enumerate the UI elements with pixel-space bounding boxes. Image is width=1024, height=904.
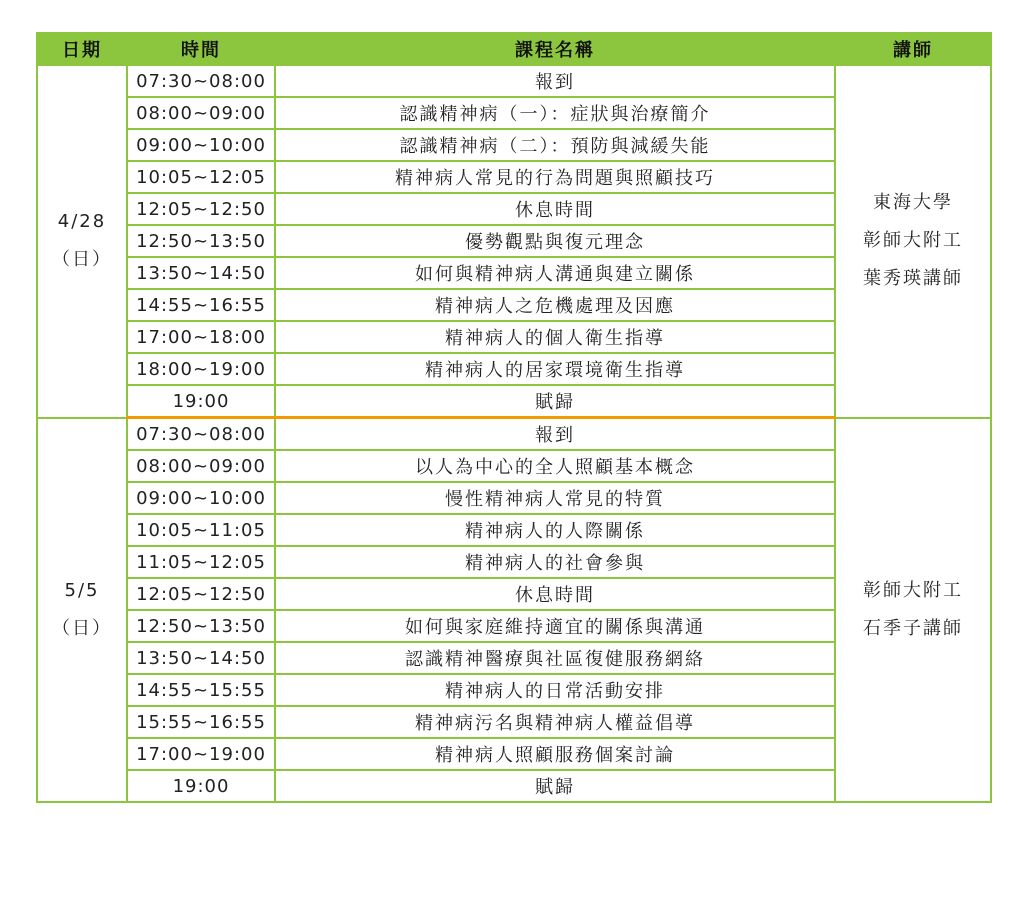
time-cell: 07:30~08:00 — [127, 418, 275, 451]
course-cell: 賦歸 — [275, 770, 835, 802]
course-cell: 認識精神病（一）：症狀與治療簡介 — [275, 97, 835, 129]
weekday-value: （日） — [52, 617, 112, 639]
course-cell: 精神病污名與精神病人權益倡導 — [275, 706, 835, 738]
instructor-line: 葉秀瑛講師 — [863, 268, 963, 290]
course-cell: 精神病人的社會參與 — [275, 546, 835, 578]
course-cell: 精神病人的個人衛生指導 — [275, 321, 835, 353]
time-cell: 08:00~09:00 — [127, 450, 275, 482]
schedule-body — [37, 65, 991, 802]
instructor-cell — [835, 418, 991, 803]
time-cell: 18:00~19:00 — [127, 353, 275, 385]
date-value: 4/28 — [57, 211, 107, 233]
course-cell: 報到 — [275, 65, 835, 97]
time-cell: 14:55~15:55 — [127, 674, 275, 706]
date-value: 5/5 — [64, 579, 100, 601]
table-row — [37, 65, 991, 97]
course-cell: 精神病人的日常活動安排 — [275, 674, 835, 706]
time-cell: 15:55~16:55 — [127, 706, 275, 738]
header-course: 課程名稱 — [275, 33, 835, 65]
time-cell: 12:05~12:50 — [127, 578, 275, 610]
instructor-line: 彰師大附工 — [863, 579, 963, 601]
course-cell: 認識精神病（二）：預防與減緩失能 — [275, 129, 835, 161]
course-cell: 精神病人常見的行為問題與照顧技巧 — [275, 161, 835, 193]
header-instructor: 講師 — [835, 33, 991, 65]
time-cell: 09:00~10:00 — [127, 482, 275, 514]
time-cell: 19:00 — [127, 770, 275, 802]
time-cell: 14:55~16:55 — [127, 289, 275, 321]
course-cell: 優勢觀點與復元理念 — [275, 225, 835, 257]
course-cell: 精神病人之危機處理及因應 — [275, 289, 835, 321]
weekday-value: （日） — [52, 249, 112, 271]
course-cell: 如何與精神病人溝通與建立關係 — [275, 257, 835, 289]
time-cell: 12:50~13:50 — [127, 225, 275, 257]
course-cell: 精神病人的人際關係 — [275, 514, 835, 546]
time-cell: 10:05~12:05 — [127, 161, 275, 193]
time-cell: 12:05~12:50 — [127, 193, 275, 225]
time-cell: 13:50~14:50 — [127, 642, 275, 674]
course-cell: 以人為中心的全人照顧基本概念 — [275, 450, 835, 482]
instructor-line: 彰師大附工 — [863, 230, 963, 252]
time-cell: 17:00~18:00 — [127, 321, 275, 353]
time-cell: 13:50~14:50 — [127, 257, 275, 289]
time-cell: 11:05~12:05 — [127, 546, 275, 578]
time-cell: 07:30~08:00 — [127, 65, 275, 97]
time-cell: 09:00~10:00 — [127, 129, 275, 161]
date-cell — [37, 65, 127, 418]
course-cell: 休息時間 — [275, 193, 835, 225]
time-cell: 08:00~09:00 — [127, 97, 275, 129]
date-cell — [37, 418, 127, 803]
schedule-table — [36, 32, 992, 803]
header-row — [37, 33, 991, 65]
header-time: 時間 — [127, 33, 275, 65]
instructor-line: 石季子講師 — [863, 617, 963, 639]
course-cell: 認識精神醫療與社區復健服務網絡 — [275, 642, 835, 674]
time-cell: 10:05~11:05 — [127, 514, 275, 546]
time-cell: 19:00 — [127, 385, 275, 418]
instructor-line: 東海大學 — [873, 192, 953, 214]
course-cell: 慢性精神病人常見的特質 — [275, 482, 835, 514]
course-cell: 精神病人的居家環境衛生指導 — [275, 353, 835, 385]
instructor-cell — [835, 65, 991, 418]
time-cell: 17:00~19:00 — [127, 738, 275, 770]
table-row — [37, 418, 991, 451]
course-cell: 賦歸 — [275, 385, 835, 418]
header-date: 日期 — [37, 33, 127, 65]
course-cell: 如何與家庭維持適宜的關係與溝通 — [275, 610, 835, 642]
course-cell: 報到 — [275, 418, 835, 451]
course-cell: 休息時間 — [275, 578, 835, 610]
time-cell: 12:50~13:50 — [127, 610, 275, 642]
course-cell: 精神病人照顧服務個案討論 — [275, 738, 835, 770]
